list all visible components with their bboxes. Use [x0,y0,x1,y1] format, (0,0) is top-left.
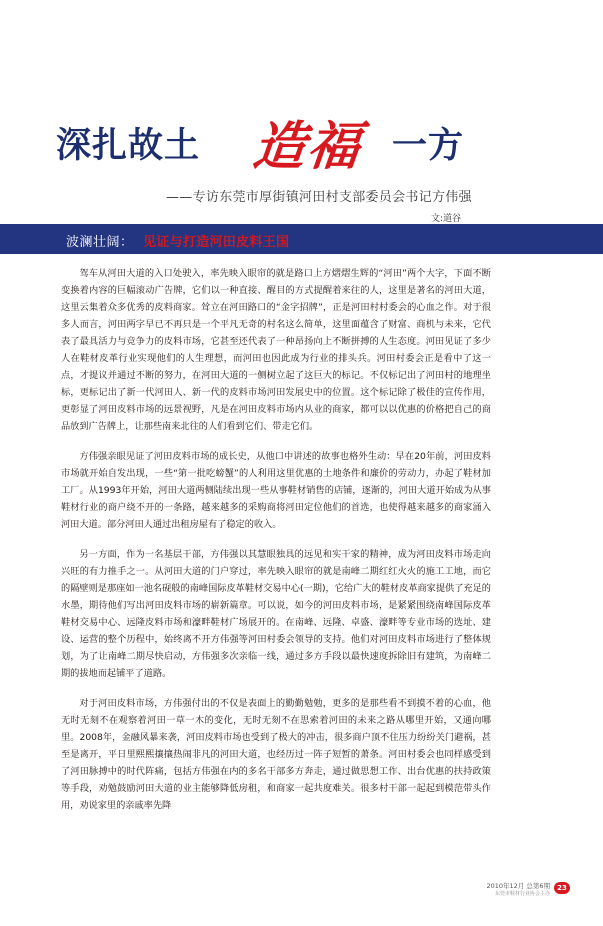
paragraph-1: 驾车从河田大道的入口处驶入，率先映入眼帘的就是路口上方熠熠生辉的“河田”两个大字，下面不断变换着内容的巨幅滚动广告牌，它们以一种直接、醒目的方式提醒着来往的人，这里是著名的河田大道，这里云集着众多优秀的皮料商家。耸立在河田路口的“金字招牌”，正是河田村村委会的心血之作。对于很多人而言，河田两字早已不再只是一个平凡无奇的村名这么简单，这里面蕴含了财富、商机与未来，它代表了最具活力与竞争力的皮料市场，它甚至还代表了一种昂扬向上不断拼搏的人生态度。河田见证了多少人在鞋材皮革行业实现他们的人生理想，而河田也因此成为行业的排头兵。河田村委会正是看中了这一点，才提议并通过不断的努力，在河田大道的一侧树立起了这巨大的标记。不仅标记出了河田村的地理坐标，更标记出了新一代河田人、新一代的皮料市场河田发展史中的位置。这个标记除了极佳的宣传作用，更彰显了河田皮料市场的远景视野，凡是在河田皮料市场内从业的商家，都可以以优惠的价格把自己的商品放到广告牌上，让那些南来北往的人们看到它们、带走它们。 [61,268,491,432]
section-highlight: 见证与打造河田皮料王国 [143,235,290,250]
headline [56,104,596,184]
author-byline: 文:道谷 [431,214,462,224]
headline-part-3: 一方 [392,126,465,166]
page-number-badge: 23 [554,882,570,894]
section-band-edge [0,224,22,254]
section-label: 波澜壮阔： [66,235,134,250]
footer-issue: 2010年12月 总第6期 [486,882,550,890]
paragraph-2: 方伟强亲眼见证了河田皮料市场的成长史，从他口中讲述的故事也格外生动：早在20年前，河田皮料市场就开始自发出现，一些“第一批吃螃蟹”的人利用这里优惠的土地条件和廉价的劳动力，办起了鞋材加工厂。从1993年开始，河田大道两侧陆续出现一些从事鞋材销售的店铺，逐渐的，河田大道开始成为从事鞋材行业的商户绕不开的一条路，越来越多的采购商将河田定位他们的首选，也使得越来越多的商家涌入河田大道。部分河田人通过出租房屋有了稳定的收入。 [61,451,491,530]
page-footer [478,881,578,907]
paragraph-4: 对于河田皮料市场，方伟强付出的不仅是表面上的勤勤勉勉，更多的是那些看不到摸不着的心血，他无时无刻不在观察着河田一草一木的变化，无时无刻不在思索着河田的未来之路从哪里开始，又通向哪里。2008年，金融风暴来袭，河田皮料市场也受到了极大的冲击，很多商户顶不住压力纷纷关门避祸，甚至是离开，平日里熙熙攘攘热闹非凡的河田大道，也经历过一阵子短暂的萧条。河田村委会也同样感受到了河田脉搏中的时代阵痛，包括方伟强在内的多名干部多方奔走，通过做思想工作、出台优惠的扶持政策等手段，劝勉鼓励河田大道的业主能够降低房租，和商家一起共度难关。很多村干部一起起到模范带头作用，劝说家里的亲戚率先降 [61,698,491,811]
footer-publisher: 东莞市鞋材行业协会主办 [494,891,550,897]
article-body [61,265,491,827]
headline-part-1: 深扎故土 [56,126,201,166]
paragraph-3: 另一方面，作为一名基层干部，方伟强以其慧眼独具的远见和实干家的精神，成为河田皮料市场走向兴旺的有力推手之一。从河田大道的门户穿过，率先映入眼帘的就是南峰二期红红火火的施工工地，而它的隔壁则是那座如一池名砚般的南峰国际皮革鞋材交易中心(一期)，它给广大的鞋材皮革商家提供了充足的水墨，期待他们写出河田皮料市场的崭新篇章。可以说，如今的河田皮料市场，是紧紧围绕南峰国际皮革鞋材交易中心、远隆皮料市场和濠畔鞋材广场展开的。在南峰、远隆、卓盛、濠畔等专业市场的选址、建设、运营的整个历程中，始终离不开方伟强等河田村委会领导的支持。他们对河田皮料市场进行了整体规划，为了让南峰二期尽快启动，方伟强多次亲临一线，通过多方手段以最快速度拆除旧有建筑，为南峰二期的拔地而起铺平了道路。 [61,549,491,679]
subtitle: ——专访东莞市厚街镇河田村支部委员会书记方伟强 [166,190,472,205]
headline-calligraphy: 造福 [250,116,365,177]
